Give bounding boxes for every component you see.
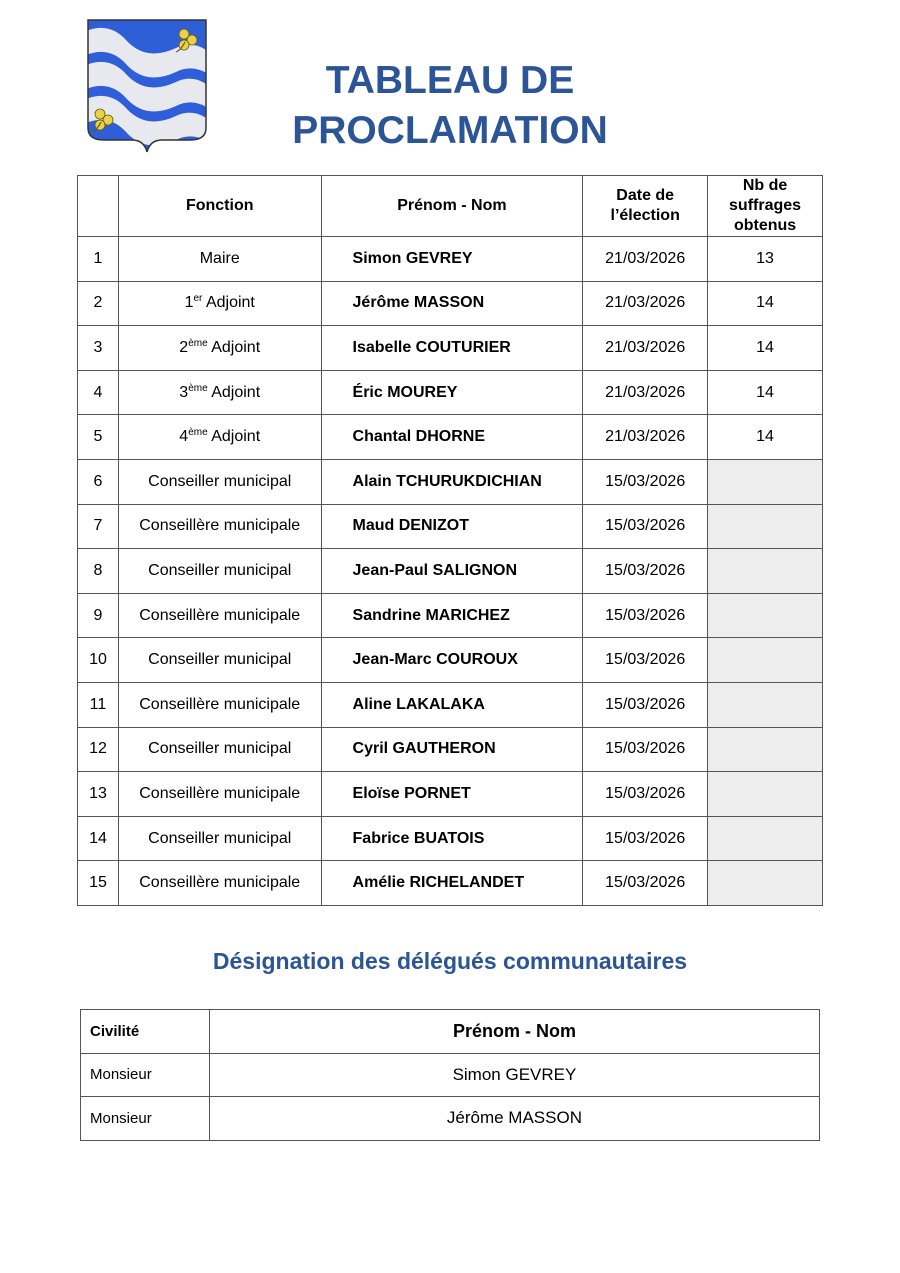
- row-suffrages: [708, 504, 823, 549]
- delegue-row: [81, 1097, 820, 1141]
- table-row: [78, 504, 823, 549]
- header-fonction: Fonction: [118, 176, 321, 237]
- header-nom: Prénom - Nom: [321, 176, 583, 237]
- row-nom: Simon GEVREY: [321, 237, 583, 282]
- row-index: 1: [78, 237, 119, 282]
- row-nom: Éric MOUREY: [321, 370, 583, 415]
- row-nom: Jean-Marc COUROUX: [321, 638, 583, 683]
- row-nom: Jérôme MASSON: [321, 281, 583, 326]
- row-suffrages: [708, 549, 823, 594]
- row-index: 9: [78, 593, 119, 638]
- row-date: 15/03/2026: [583, 816, 708, 861]
- header-date: Date de l’élection: [583, 176, 708, 237]
- row-fonction: 2ème Adjoint: [118, 326, 321, 371]
- row-fonction: 1er Adjoint: [118, 281, 321, 326]
- row-fonction: 3ème Adjoint: [118, 370, 321, 415]
- row-nom: Cyril GAUTHERON: [321, 727, 583, 772]
- row-index: 6: [78, 459, 119, 504]
- row-suffrages: [708, 682, 823, 727]
- row-suffrages: [708, 816, 823, 861]
- row-fonction: Maire: [118, 237, 321, 282]
- table-row: [78, 459, 823, 504]
- table-row: [78, 816, 823, 861]
- row-date: 15/03/2026: [583, 638, 708, 683]
- row-index: 3: [78, 326, 119, 371]
- table-row: [78, 682, 823, 727]
- row-index: 4: [78, 370, 119, 415]
- table-row: [78, 638, 823, 683]
- row-nom: Chantal DHORNE: [321, 415, 583, 460]
- proclamation-table: [77, 175, 823, 906]
- table-header-row: [78, 176, 823, 237]
- table-row: [78, 281, 823, 326]
- row-nom: Isabelle COUTURIER: [321, 326, 583, 371]
- coat-of-arms: [86, 18, 208, 154]
- delegue-civilite: Monsieur: [81, 1097, 210, 1141]
- row-nom: Eloïse PORNET: [321, 772, 583, 817]
- row-suffrages: [708, 638, 823, 683]
- table-row: [78, 237, 823, 282]
- row-date: 15/03/2026: [583, 459, 708, 504]
- table-row: [78, 549, 823, 594]
- row-date: 15/03/2026: [583, 682, 708, 727]
- table-row: [78, 727, 823, 772]
- row-fonction: Conseiller municipal: [118, 638, 321, 683]
- row-index: 10: [78, 638, 119, 683]
- delegues-header-row: [81, 1010, 820, 1054]
- row-nom: Fabrice BUATOIS: [321, 816, 583, 861]
- row-date: 21/03/2026: [583, 415, 708, 460]
- row-suffrages: [708, 772, 823, 817]
- row-date: 15/03/2026: [583, 772, 708, 817]
- row-nom: Maud DENIZOT: [321, 504, 583, 549]
- table-row: [78, 326, 823, 371]
- row-date: 15/03/2026: [583, 504, 708, 549]
- table-row: [78, 861, 823, 906]
- title-line-1: TABLEAU DE: [325, 59, 575, 102]
- row-fonction: Conseiller municipal: [118, 727, 321, 772]
- row-date: 15/03/2026: [583, 593, 708, 638]
- header-index: [78, 176, 119, 237]
- row-index: 13: [78, 772, 119, 817]
- title-line-2: PROCLAMATION: [292, 109, 608, 152]
- table-row: [78, 772, 823, 817]
- row-index: 2: [78, 281, 119, 326]
- row-fonction: 4ème Adjoint: [118, 415, 321, 460]
- row-index: 14: [78, 816, 119, 861]
- row-fonction: Conseillère municipale: [118, 593, 321, 638]
- row-fonction: Conseillère municipale: [118, 861, 321, 906]
- row-fonction: Conseiller municipal: [118, 816, 321, 861]
- row-suffrages: [708, 727, 823, 772]
- row-date: 15/03/2026: [583, 861, 708, 906]
- header-suffrages: Nb de suffrages obtenus: [708, 176, 823, 237]
- row-index: 11: [78, 682, 119, 727]
- row-index: 15: [78, 861, 119, 906]
- table-row: [78, 370, 823, 415]
- row-suffrages: 13: [708, 237, 823, 282]
- row-suffrages: [708, 459, 823, 504]
- row-index: 12: [78, 727, 119, 772]
- delegue-nom: Jérôme MASSON: [209, 1097, 819, 1141]
- delegues-table: [80, 1009, 820, 1141]
- row-date: 21/03/2026: [583, 370, 708, 415]
- row-nom: Aline LAKALAKA: [321, 682, 583, 727]
- row-fonction: Conseiller municipal: [118, 549, 321, 594]
- table-row: [78, 415, 823, 460]
- delegue-row: [81, 1053, 820, 1097]
- row-fonction: Conseillère municipale: [118, 772, 321, 817]
- row-suffrages: [708, 593, 823, 638]
- delegues-title: Désignation des délégués communautaires: [212, 948, 688, 974]
- row-suffrages: 14: [708, 370, 823, 415]
- row-date: 15/03/2026: [583, 727, 708, 772]
- row-fonction: Conseiller municipal: [118, 459, 321, 504]
- delegue-nom: Simon GEVREY: [209, 1053, 819, 1097]
- row-fonction: Conseillère municipale: [118, 682, 321, 727]
- row-suffrages: 14: [708, 281, 823, 326]
- row-index: 8: [78, 549, 119, 594]
- row-fonction: Conseillère municipale: [118, 504, 321, 549]
- row-date: 15/03/2026: [583, 549, 708, 594]
- delegue-civilite: Monsieur: [81, 1053, 210, 1097]
- page-title: [200, 56, 700, 156]
- header-civilite: Civilité: [81, 1010, 210, 1054]
- row-suffrages: [708, 861, 823, 906]
- row-nom: Amélie RICHELANDET: [321, 861, 583, 906]
- table-row: [78, 593, 823, 638]
- row-index: 7: [78, 504, 119, 549]
- row-nom: Alain TCHURUKDICHIAN: [321, 459, 583, 504]
- header-prenom-nom: Prénom - Nom: [209, 1010, 819, 1054]
- row-date: 21/03/2026: [583, 281, 708, 326]
- row-index: 5: [78, 415, 119, 460]
- row-suffrages: 14: [708, 326, 823, 371]
- row-date: 21/03/2026: [583, 326, 708, 371]
- row-date: 21/03/2026: [583, 237, 708, 282]
- row-suffrages: 14: [708, 415, 823, 460]
- row-nom: Sandrine MARICHEZ: [321, 593, 583, 638]
- row-nom: Jean-Paul SALIGNON: [321, 549, 583, 594]
